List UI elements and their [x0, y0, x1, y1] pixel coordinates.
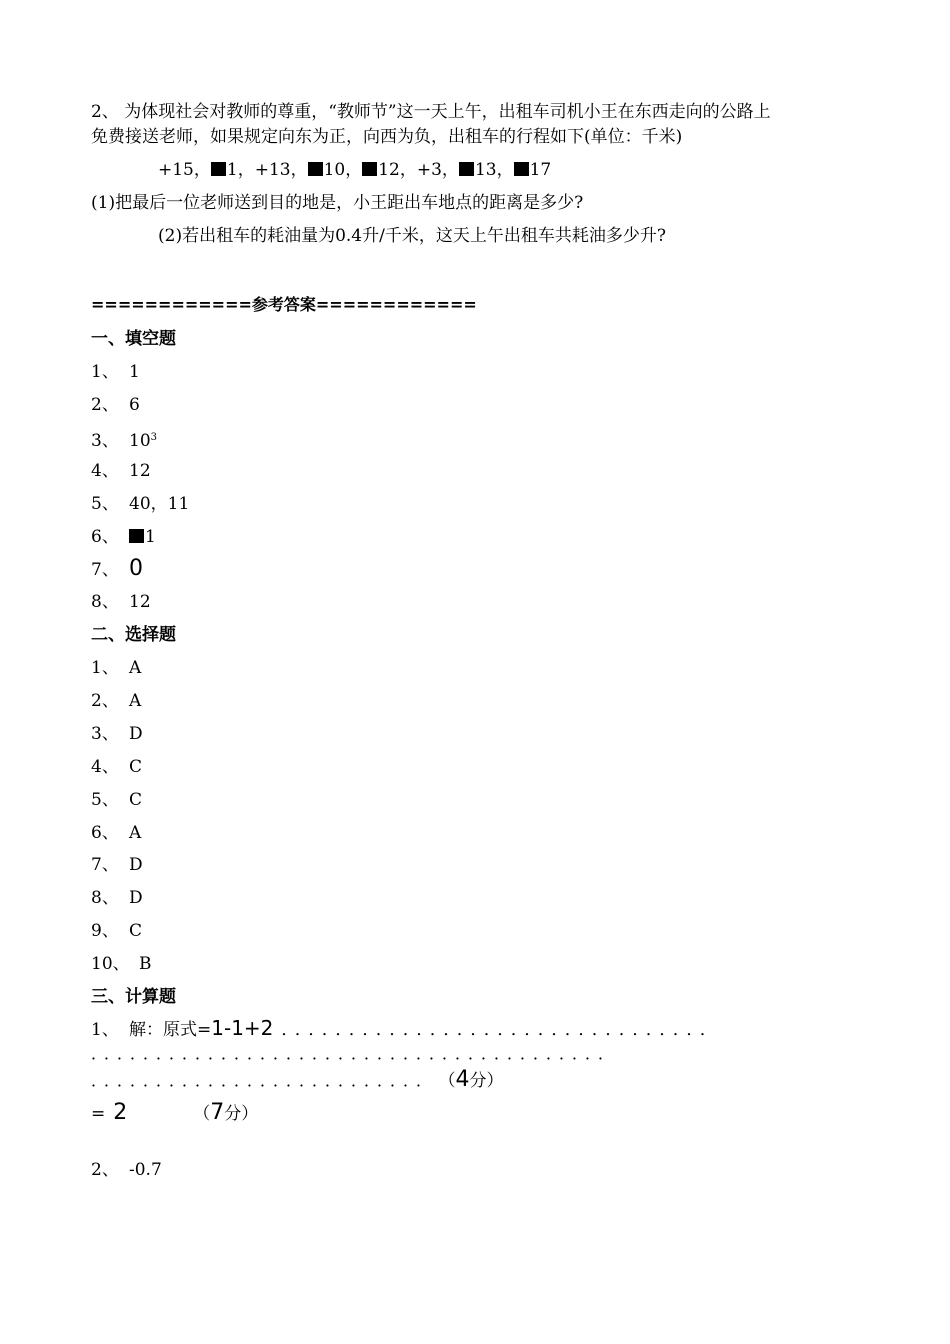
problem2-values	[158, 158, 551, 182]
section3-item-2: 2、 -0.7	[91, 1160, 162, 1180]
answers-header: ============参考答案============	[91, 295, 477, 314]
section1-item-3: 3、 $10^3$	[91, 431, 158, 451]
value-1: +15，	[158, 160, 211, 180]
section2-item-10: 10、 B	[91, 954, 152, 974]
minus-square-icon	[459, 162, 474, 176]
leader-dots-2: ．．．．．．．．．．．．．．．．．．．．．．．．．．．．．．．．．．．．．．．．	[91, 1044, 620, 1063]
item1-prefix: 解：原式=	[129, 1020, 212, 1040]
value-5: 13，	[474, 160, 514, 180]
value-4: 12，+3，	[378, 160, 459, 180]
minus-square-icon	[362, 162, 377, 176]
section2-item-7: 7、 D	[91, 855, 143, 875]
section1-item-2: 2、 6	[91, 395, 140, 415]
section3-item-1: 1、 解：原式=1-1+2 ．．．．．．．．．．．．．．．．．．．．．．．．．．．．．．．．	[91, 1016, 722, 1040]
zero-answer: 0	[129, 556, 143, 581]
score-7: 7	[210, 1100, 225, 1125]
section2-item-4: 4、 C	[91, 757, 143, 777]
section1-item-8: 8、 12	[91, 592, 151, 612]
section2-item-3: 3、 D	[91, 724, 143, 744]
score-4: 4	[455, 1067, 470, 1092]
section3-item1-line3: ．．．．．．．．．．．．．．．．．．．．．．．．．． （4分）	[91, 1067, 504, 1092]
minus-square-icon	[514, 162, 529, 176]
problem2-question1: (1)把最后一位老师送到目的地是，小王距出车地点的距离是多少?	[91, 193, 584, 213]
minus-square-icon	[211, 162, 226, 176]
minus-square-icon	[308, 162, 323, 176]
value-3: 10，	[323, 160, 363, 180]
result-value: 2	[113, 1100, 128, 1125]
section1-title: 一、填空题	[91, 329, 176, 349]
section2-item-6: 6、 A	[91, 823, 142, 843]
section1-item-6: 6、 1	[91, 527, 156, 547]
section1-item-5: 5、 40，11	[91, 494, 190, 514]
section2-title: 二、选择题	[91, 625, 176, 645]
section2-item-2: 2、 A	[91, 691, 142, 711]
problem2-line1: 2、 为体现社会对教师的尊重，“教师节”这一天上午，出租车司机小王在东西走向的公路上	[91, 102, 771, 122]
section2-item-5: 5、 C	[91, 790, 143, 810]
minus-square-icon	[129, 529, 144, 543]
section2-item-9: 9、 C	[91, 921, 143, 941]
value-6: 17	[529, 160, 552, 180]
section3-item1-result: = 2 （7分）	[91, 1100, 259, 1125]
leader-dots-3: ．．．．．．．．．．．．．．．．．．．．．．．．．．	[91, 1071, 438, 1090]
section3-title: 三、计算题	[91, 987, 176, 1007]
section2-item-8: 8、 D	[91, 888, 143, 908]
section1-item-7: 7、 0	[91, 556, 143, 581]
section1-item-4: 4、 12	[91, 461, 151, 481]
item1-expression: 1-1+2	[211, 1016, 274, 1040]
value-2: 1，+13，	[226, 160, 308, 180]
problem2-line2: 免费接送老师，如果规定向东为正，向西为负，出租车的行程如下(单位：千米)	[91, 127, 683, 147]
section1-item-1: 1、 1	[91, 362, 140, 382]
section2-item-1: 1、 A	[91, 658, 142, 678]
leader-dots-1: ．．．．．．．．．．．．．．．．．．．．．．．．．．．．．．．．	[281, 1020, 722, 1040]
problem2-question2: (2)若出租车的耗油量为0.4升/千米，这天上午出租车共耗油多少升?	[158, 226, 666, 246]
